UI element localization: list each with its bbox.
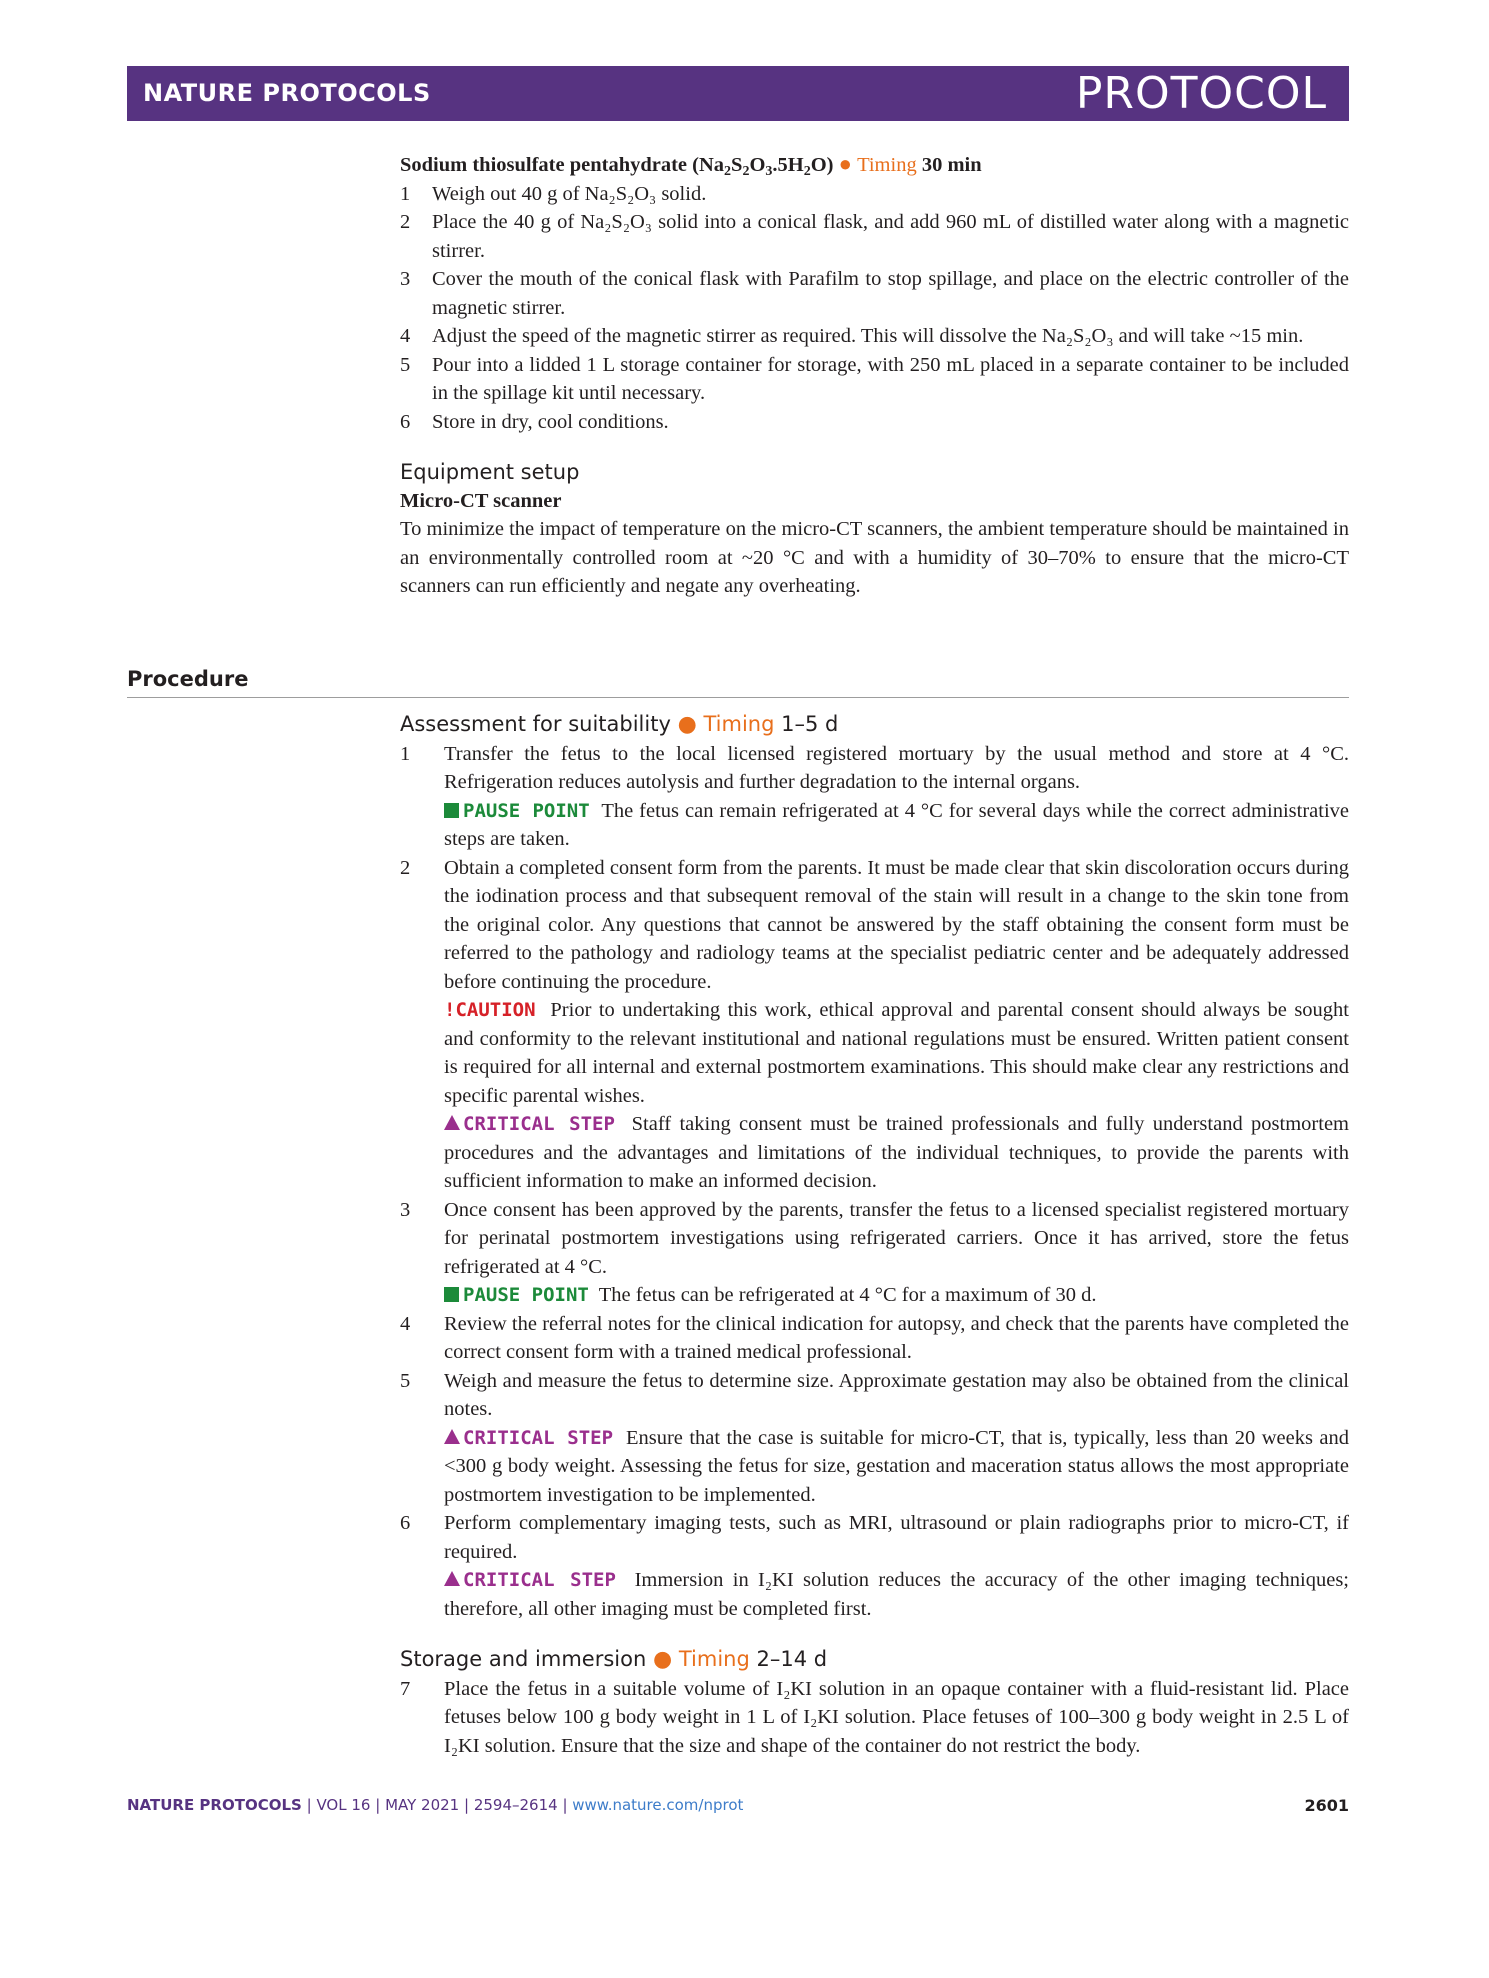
procedure-step-1: 1 Transfer the fetus to the local licensed registered mortuary by the usual method and store at 4 °C. Refrigeration reduces autolysis and further degradation to the internal organs. PAUSE POINT The fetus can remain refrigerated at 4 °C for several days while the correct administrative steps are taken.: [400, 740, 1349, 854]
pause-square-icon: [444, 803, 459, 818]
journal-link[interactable]: www.nature.com/nprot: [572, 1796, 744, 1814]
sodium-step-3: 3 Cover the mouth of the conical flask with Parafilm to stop spillage, and place on the electric controller of the magnetic stirrer.: [400, 268, 1349, 319]
critical-step-note: CRITICAL STEP Immersion in I₂KI solution reduces the accuracy of the other imaging techniques; therefore, all other imaging must be completed first.: [444, 1569, 1350, 1620]
caution-mark-icon: !: [444, 999, 456, 1021]
procedure-step-5: 5 Weigh and measure the fetus to determine size. Approximate gestation may also be obtained from the clinical notes. CRITICAL STEP Ensure that the case is suitable for micro-CT, that is, typically, less than 20 weeks and <300 g body weight. Assessing the fetus for size, gestation and maceration status allows the most appropriate postmortem investigation to be implemented.: [400, 1367, 1349, 1510]
sodium-step-1: 1 Weigh out 40 g of Na₂S₂O₃ solid.: [400, 182, 707, 205]
equipment-heading: Equipment setup: [400, 460, 580, 484]
storage-heading: Storage and immersion ● Timing 2–14 d: [400, 1647, 828, 1672]
sodium-title: Sodium thiosulfate pentahydrate $(Na_2S_2O_3.5H_2O)$ ● Timing 30 min: [400, 151, 982, 179]
footer-citation: NATURE PROTOCOLS | VOL 16 | MAY 2021 | 2594–2614 | www.nature.com/nprot: [127, 1796, 744, 1814]
timing-value: 30 min: [921, 154, 982, 176]
journal-name: NATURE PROTOCOLS: [143, 79, 431, 107]
pause-point-note: PAUSE POINT The fetus can remain refrigerated at 4 °C for several days while the correct administrative steps are taken.: [444, 799, 1349, 850]
sodium-step-2: 2 Place the 40 g of Na₂S₂O₃ solid into a conical flask, and add 960 mL of distilled water along with a magnetic stirrer.: [400, 211, 1349, 262]
procedure-heading: Procedure: [127, 667, 1349, 698]
timing-dot-icon: ●: [838, 151, 852, 176]
critical-triangle-icon: [444, 1429, 460, 1444]
article-type: PROTOCOL: [1075, 68, 1327, 119]
assessment-heading: Assessment for suitability ● Timing 1–5 d: [400, 712, 839, 737]
procedure-step-2: 2 Obtain a completed consent form from the parents. It must be made clear that skin discoloration occurs during the iodination process and that subsequent removal of the stain will result in a change to the skin tone from the original color. Any questions that cannot be answered by the staff obtaining the consent form must be referred to the pathology and radiology teams at the specialist pediatric center and be adequately addressed before continuing the procedure. !CAUTION Prior to undertaking this work, ethical approval and parental consent should always be sought and conformity to the relevant institutional and national regulations must be ensured. Written patient consent is required for all internal and external postmortem examinations. This should make clear any restrictions and specific parental wishes. CRITICAL STEP Staff taking consent must be trained professionals and fully understand postmortem procedures and the advantages and limitations of the individual techniques, to provide the parents with sufficient information to make an informed decision.: [400, 854, 1349, 1196]
equipment-subheading: Micro-CT scanner: [400, 489, 562, 512]
timing-dot-icon: ●: [677, 712, 697, 737]
procedure-step-6: 6 Perform complementary imaging tests, such as MRI, ultrasound or plain radiographs prior to micro-CT, if required. CRITICAL STEP Immersion in I₂KI solution reduces the accuracy of the other imaging techniques; therefore, all other imaging must be completed first.: [400, 1509, 1349, 1623]
procedure-section: [400, 710, 1349, 1760]
page-number: 2601: [1304, 1796, 1349, 1815]
sodium-section: [400, 150, 1349, 601]
pause-square-icon: [444, 1287, 459, 1302]
page-footer: [127, 1796, 1349, 1814]
procedure-step-3: 3 Once consent has been approved by the parents, transfer the fetus to a licensed specialist registered mortuary for perinatal postmortem investigations using refrigerated carriers. Once it has arrived, store the fetus refrigerated at 4 °C. PAUSE POINT The fetus can be refrigerated at 4 °C for a maximum of 30 d.: [400, 1196, 1349, 1310]
sodium-step-5: 5 Pour into a lidded 1 L storage container for storage, with 250 mL placed in a separate container to be included in the spillage kit until necessary.: [400, 353, 1349, 404]
timing-label: Timing: [857, 154, 917, 176]
sodium-step-4: 4 Adjust the speed of the magnetic stirrer as required. This will dissolve the Na₂S₂O₃ and will take ~15 min.: [400, 325, 1304, 347]
caution-note: !CAUTION Prior to undertaking this work, ethical approval and parental consent should always be sought and conformity to the relevant institutional and national regulations must be ensured. Written patient consent is required for all internal and external postmortem examinations. This should make clear any restrictions and specific parental wishes.: [444, 999, 1349, 1107]
page-header: [127, 66, 1349, 121]
critical-step-note: CRITICAL STEP Staff taking consent must be trained professionals and fully understand postmortem procedures and the advantages and limitations of the individual techniques, to provide the parents with sufficient information to make an informed decision.: [444, 1113, 1349, 1192]
critical-step-note: CRITICAL STEP Ensure that the case is suitable for micro-CT, that is, typically, less than 20 weeks and <300 g body weight. Assessing the fetus for size, gestation and maceration status allows the most appropriate postmortem investigation to be implemented.: [444, 1426, 1350, 1506]
pause-point-note: PAUSE POINT The fetus can be refrigerated at 4 °C for a maximum of 30 d.: [444, 1281, 1349, 1310]
procedure-step-7: 7 Place the fetus in a suitable volume of I₂KI solution in an opaque container with a fluid-resistant lid. Place fetuses below 100 g body weight in 1 L of I₂KI solution. Place fetuses of 100–300 g body weight in 2.5 L of I₂KI solution. Ensure that the size and shape of the container do not restrict the body.: [400, 1677, 1349, 1757]
critical-triangle-icon: [444, 1115, 460, 1130]
sodium-step-6: 6 Store in dry, cool conditions.: [400, 410, 669, 433]
equipment-text: To minimize the impact of temperature on the micro-CT scanners, the ambient temperature should be maintained in an environmentally controlled room at ~20 °C and with a humidity of 30–70% to ensure that the micro-CT scanners can run efficiently and negate any overheating.: [400, 518, 1349, 597]
procedure-step-4: 4 Review the referral notes for the clinical indication for autopsy, and check that the parents have completed the correct consent form with a trained medical professional.: [400, 1312, 1349, 1363]
critical-triangle-icon: [444, 1571, 460, 1586]
timing-dot-icon: ●: [652, 1647, 673, 1672]
